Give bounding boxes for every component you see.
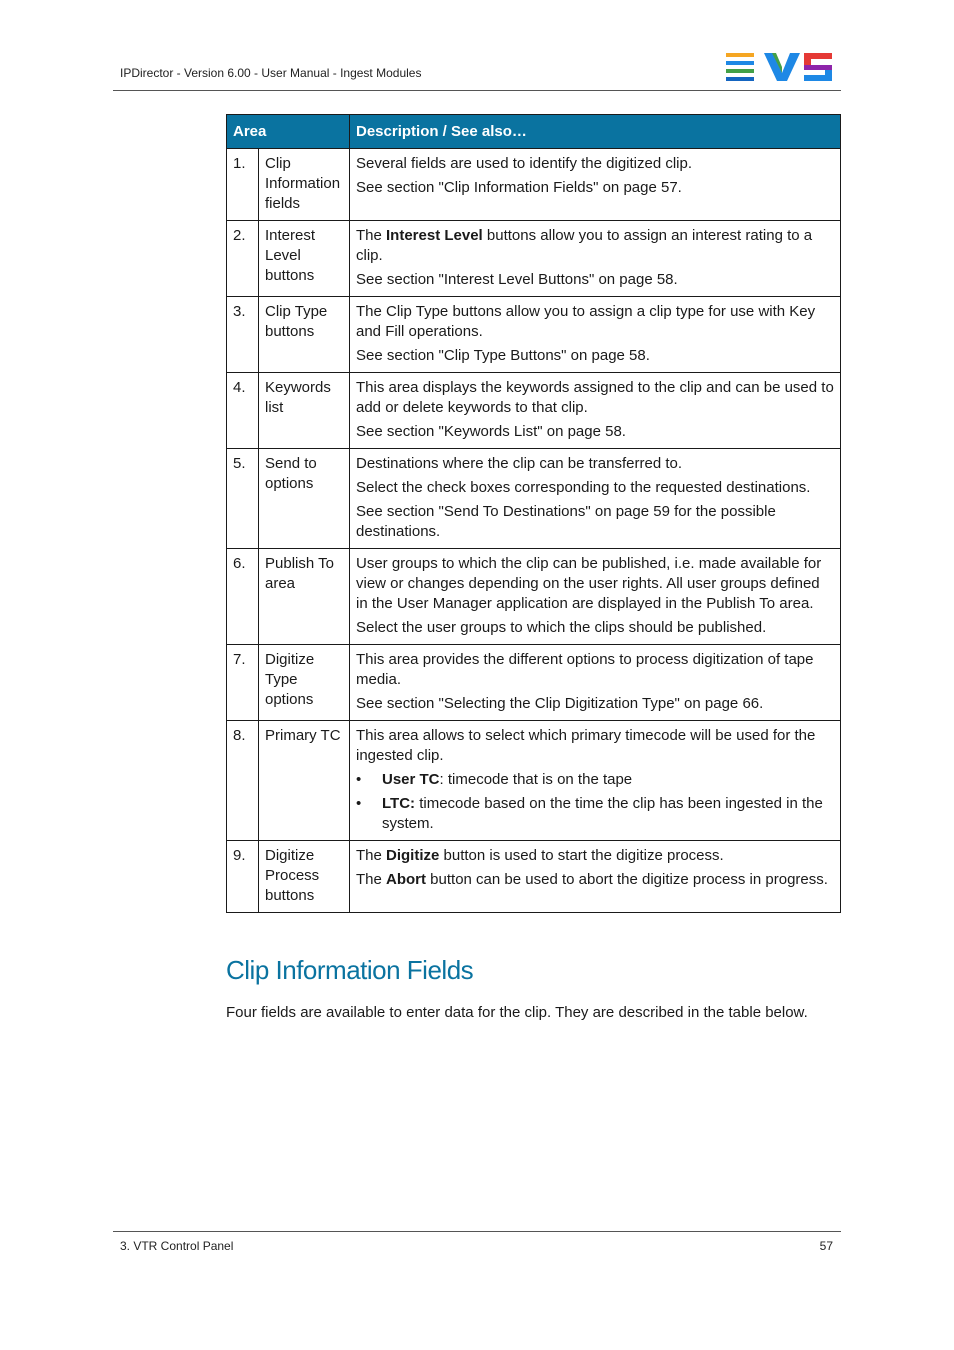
text-run: This area allows to select which primary timecode will be used for the ingested clip. — [356, 727, 816, 764]
description-paragraph — [356, 154, 834, 174]
table-row — [227, 373, 841, 449]
text-run: button can be used to abort the digitize process in progress. — [426, 871, 828, 888]
description-paragraph — [356, 846, 834, 866]
page-footer — [113, 1231, 841, 1253]
text-run: Destinations where the clip can be transferred to. — [356, 455, 683, 472]
row-description — [350, 841, 841, 913]
areas-table — [226, 114, 841, 913]
table-row — [227, 297, 841, 373]
logo-s-top — [804, 53, 832, 59]
text-run: The — [356, 871, 387, 888]
row-description — [350, 297, 841, 373]
bullet-item — [356, 770, 834, 790]
logo-e-bar-mid2 — [726, 69, 754, 73]
row-area-name: Digitize Process buttons — [259, 841, 350, 913]
evs-logo — [726, 52, 834, 82]
footer-page-number: 57 — [819, 1239, 833, 1253]
bold-term: LTC: — [382, 795, 416, 812]
text-run: timecode based on the time the clip has been ingested in the system. — [382, 795, 823, 832]
bold-term: Digitize — [386, 847, 440, 864]
text-run: The — [356, 227, 387, 244]
col-header-area: Area — [227, 115, 350, 149]
text-run: buttons allow you to assign an interest rating to a clip. — [356, 227, 813, 264]
bullet-item — [356, 794, 834, 834]
text-run: See section "Clip Type Buttons" on page 58. — [356, 347, 650, 364]
row-number: 3. — [227, 297, 259, 373]
text-run: See section "Interest Level Buttons" on page 58. — [356, 271, 678, 288]
description-paragraph — [356, 454, 834, 474]
row-description — [350, 549, 841, 645]
row-number: 8. — [227, 721, 259, 841]
row-area-name: Interest Level buttons — [259, 221, 350, 297]
row-number: 5. — [227, 449, 259, 549]
page-header — [113, 44, 841, 91]
logo-s-mid — [804, 65, 832, 70]
text-run: : timecode that is on the tape — [439, 771, 633, 788]
section-intro: Four fields are available to enter data for the clip. They are described in the table below. — [226, 1004, 808, 1021]
row-description — [350, 721, 841, 841]
description-paragraph — [356, 726, 834, 766]
row-area-name: Publish To area — [259, 549, 350, 645]
row-number: 7. — [227, 645, 259, 721]
row-area-name: Primary TC — [259, 721, 350, 841]
row-area-name: Digitize Type options — [259, 645, 350, 721]
row-description — [350, 149, 841, 221]
logo-e-bar-top — [726, 53, 754, 57]
bullet-icon: • — [356, 771, 362, 788]
description-paragraph — [356, 422, 834, 442]
logo-e-bar-mid — [726, 61, 754, 65]
description-paragraph — [356, 618, 834, 638]
text-run: This area provides the different options to process digitization of tape media. — [356, 651, 814, 688]
description-paragraph — [356, 346, 834, 366]
description-bullet-list — [356, 770, 834, 834]
text-run: The Clip Type buttons allow you to assign a clip type for use with Key and Fill operations. — [356, 303, 816, 340]
text-run: Several fields are used to identify the digitized clip. — [356, 155, 693, 172]
description-paragraph — [356, 178, 834, 198]
description-paragraph — [356, 378, 834, 418]
row-number: 9. — [227, 841, 259, 913]
description-paragraph — [356, 650, 834, 690]
description-paragraph — [356, 302, 834, 342]
description-paragraph — [356, 478, 834, 498]
logo-e-bar-bottom — [726, 77, 754, 81]
row-description — [350, 221, 841, 297]
row-description — [350, 449, 841, 549]
row-number: 1. — [227, 149, 259, 221]
table-row — [227, 449, 841, 549]
col-header-description: Description / See also… — [350, 115, 841, 149]
description-paragraph — [356, 270, 834, 290]
table-row — [227, 221, 841, 297]
text-run: Select the user groups to which the clips should be published. — [356, 619, 767, 636]
text-run: See section "Selecting the Clip Digitization Type" on page 66. — [356, 695, 764, 712]
row-area-name: Clip Type buttons — [259, 297, 350, 373]
bold-term: Interest Level — [386, 227, 483, 244]
text-run: Select the check boxes corresponding to the requested destinations. — [356, 479, 811, 496]
text-run: The — [356, 847, 387, 864]
section-title: Clip Information Fields — [226, 955, 474, 985]
text-run: User groups to which the clip can be published, i.e. made available for view or changes depending on the user rights. All user groups defined in the User Manager application are displayed in the Publish To area. — [356, 555, 822, 612]
table-row — [227, 645, 841, 721]
row-area-name: Keywords list — [259, 373, 350, 449]
logo-s-bottom — [804, 75, 832, 81]
row-number: 2. — [227, 221, 259, 297]
bullet-icon: • — [356, 795, 362, 812]
text-run: button is used to start the digitize process. — [439, 847, 724, 864]
table-row — [227, 721, 841, 841]
description-paragraph — [356, 502, 834, 542]
table-row — [227, 841, 841, 913]
row-area-name: Send to options — [259, 449, 350, 549]
row-number: 6. — [227, 549, 259, 645]
description-paragraph — [356, 870, 834, 890]
row-area-name: Clip Information fields — [259, 149, 350, 221]
row-number: 4. — [227, 373, 259, 449]
header-title: IPDirector - Version 6.00 - User Manual - Ingest Modules — [120, 66, 422, 80]
description-paragraph — [356, 554, 834, 614]
description-paragraph — [356, 694, 834, 714]
text-run: See section "Keywords List" on page 58. — [356, 423, 626, 440]
text-run: See section "Send To Destinations" on page 59 for the possible destinations. — [356, 503, 776, 540]
footer-chapter: 3. VTR Control Panel — [120, 1239, 234, 1253]
table-row — [227, 149, 841, 221]
description-paragraph — [356, 226, 834, 266]
table-row — [227, 549, 841, 645]
text-run: See section "Clip Information Fields" on page 57. — [356, 179, 682, 196]
bold-term: Abort — [386, 871, 427, 888]
bold-term: User TC — [382, 771, 440, 788]
row-description — [350, 645, 841, 721]
row-description — [350, 373, 841, 449]
text-run: This area displays the keywords assigned to the clip and can be used to add or delete keywords to that clip. — [356, 379, 834, 416]
table-body — [227, 149, 841, 913]
table-header-row — [227, 115, 841, 149]
